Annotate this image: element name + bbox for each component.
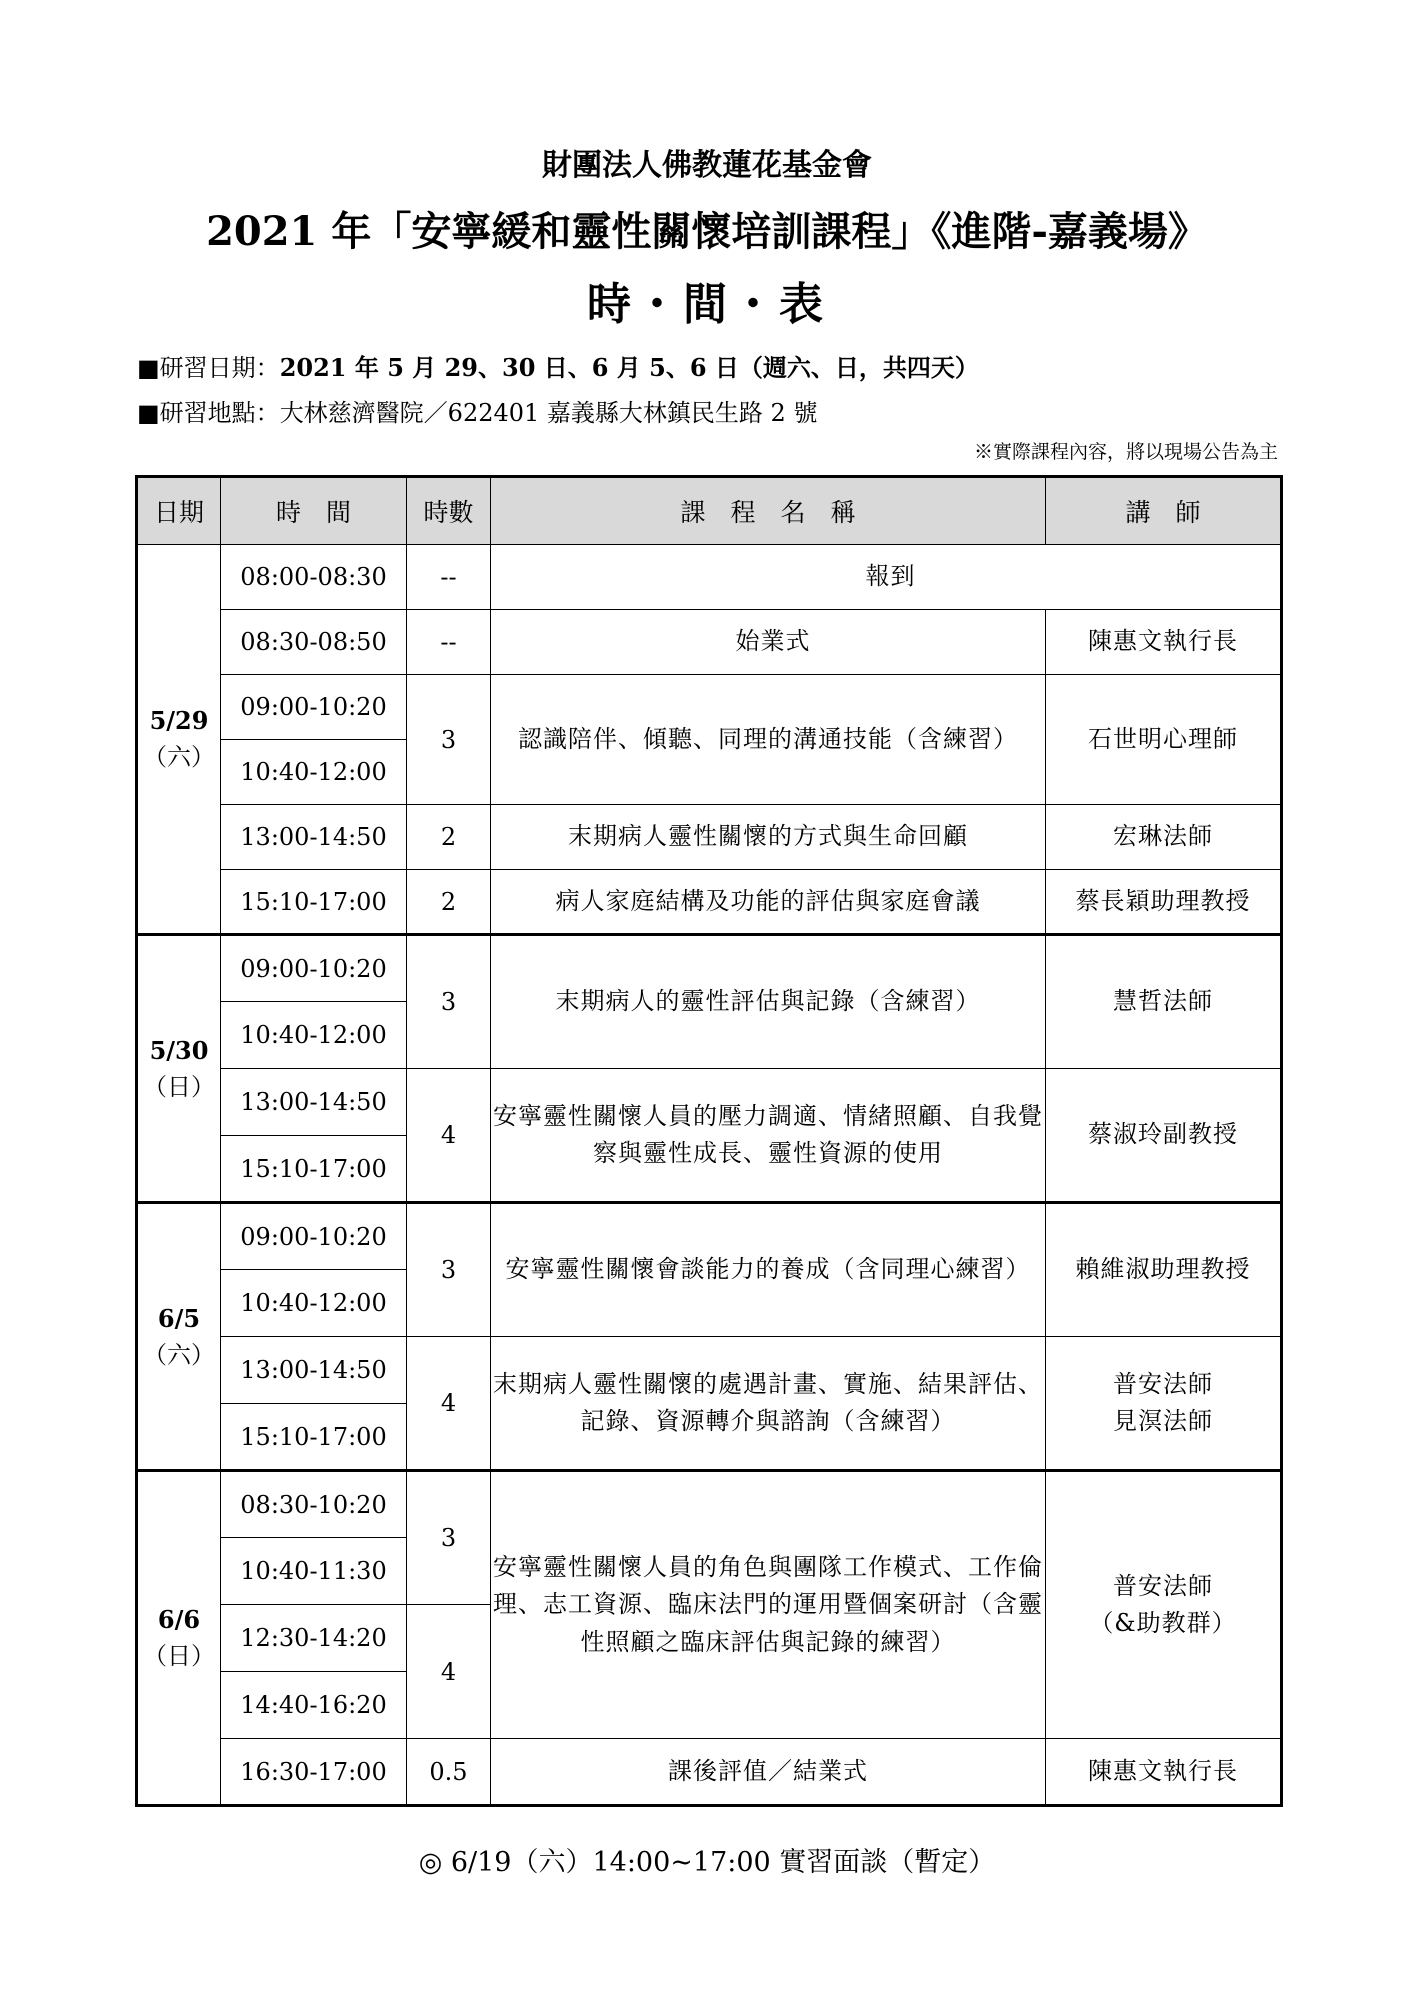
day-weekday: （六）: [143, 1340, 215, 1369]
table-row: [137, 1069, 1282, 1136]
course-cell: 認識陪伴、傾聽、同理的溝通技能（含練習）: [491, 675, 1046, 805]
hours-cell: 3: [407, 935, 491, 1069]
training-dates-value: 2021 年 5 月 29、30 日、6 月 5、6 日（週六、日，共四天）: [279, 353, 979, 382]
table-row: [137, 675, 1282, 740]
time-cell: 10:40-12:00: [221, 740, 407, 805]
time-cell: 16:30-17:00: [221, 1739, 407, 1806]
header-course: 課 程 名 稱: [491, 477, 1046, 545]
teacher-name: （&助教群）: [1089, 1609, 1237, 1637]
organization-name: 財團法人佛教蓮花基金會: [542, 148, 872, 183]
time-cell: 15:10-17:00: [221, 1404, 407, 1471]
teacher-cell: [1046, 1337, 1282, 1471]
schedule-table: [135, 475, 1283, 1807]
hours-cell: 3: [407, 675, 491, 805]
day-date: 5/30: [149, 1035, 209, 1065]
day-weekday: （日）: [143, 1642, 215, 1670]
day-weekday: （六）: [143, 743, 215, 771]
header-time: 時 間: [221, 477, 407, 545]
header-hours: 時數: [407, 477, 491, 545]
day-date: 5/29: [149, 706, 209, 735]
teacher-cell: 蔡長穎助理教授: [1046, 870, 1282, 935]
hours-cell: 2: [407, 870, 491, 935]
teacher-name: 普安法師: [1113, 1369, 1213, 1398]
header-teacher: 講 師: [1046, 477, 1282, 545]
teacher-cell: 石世明心理師: [1046, 675, 1282, 805]
table-row: [137, 1337, 1282, 1404]
course-cell: 課後評值／結業式: [491, 1739, 1046, 1806]
footer-note: ◎ 6/19（六）14:00~17:00 實習面談（暫定）: [418, 1847, 996, 1878]
day-weekday: （日）: [143, 1072, 215, 1101]
teacher-cell: [1046, 1471, 1282, 1739]
hours-cell: 3: [407, 1203, 491, 1337]
training-dates: [137, 348, 979, 383]
course-cell: 安寧靈性關懷會談能力的養成（含同理心練習）: [491, 1203, 1046, 1337]
day-cell: [137, 935, 221, 1203]
course-cell: 報到: [491, 545, 1282, 610]
time-cell: 10:40-12:00: [221, 1002, 407, 1069]
time-cell: 09:00-10:20: [221, 935, 407, 1002]
training-location-label: ■研習地點：: [137, 399, 280, 427]
table-row: [137, 870, 1282, 935]
day-cell: [137, 1471, 221, 1806]
hours-cell: 2: [407, 805, 491, 870]
table-row: [137, 610, 1282, 675]
course-cell: 末期病人靈性關懷的處遇計畫、實施、結果評估、記錄、資源轉介與諮詢（含練習）: [491, 1337, 1046, 1471]
header-date: 日期: [137, 477, 221, 545]
hours-cell: --: [407, 610, 491, 675]
time-cell: 08:30-08:50: [221, 610, 407, 675]
table-row: [137, 1203, 1282, 1270]
hours-cell: 3: [407, 1471, 491, 1605]
course-cell: 始業式: [491, 610, 1046, 675]
course-cell: 安寧靈性關懷人員的角色與團隊工作模式、工作倫理、志工資源、臨床法門的運用暨個案研討（含靈性照顧之臨床評估與記錄的練習）: [491, 1471, 1046, 1739]
teacher-cell: 陳惠文執行長: [1046, 1739, 1282, 1806]
course-cell: 安寧靈性關懷人員的壓力調適、情緒照顧、自我覺察與靈性成長、靈性資源的使用: [491, 1069, 1046, 1203]
teacher-cell: 陳惠文執行長: [1046, 610, 1282, 675]
time-cell: 13:00-14:50: [221, 1069, 407, 1136]
teacher-cell: 賴維淑助理教授: [1046, 1203, 1282, 1337]
table-row: [137, 1471, 1282, 1538]
time-cell: 13:00-14:50: [221, 1337, 407, 1404]
course-cell: 病人家庭結構及功能的評估與家庭會議: [491, 870, 1046, 935]
teacher-name: 普安法師: [1113, 1571, 1213, 1600]
schedule-note: ※實際課程內容，將以現場公告為主: [973, 441, 1278, 463]
hours-cell: 0.5: [407, 1739, 491, 1806]
hours-cell: --: [407, 545, 491, 610]
training-location: [137, 393, 817, 428]
table-row: [137, 805, 1282, 870]
time-cell: 09:00-10:20: [221, 675, 407, 740]
time-cell: 15:10-17:00: [221, 870, 407, 935]
hours-cell: 4: [407, 1337, 491, 1471]
teacher-cell: 蔡淑玲副教授: [1046, 1069, 1282, 1203]
time-cell: 12:30-14:20: [221, 1605, 407, 1672]
time-cell: 10:40-11:30: [221, 1538, 407, 1605]
course-cell: 末期病人的靈性評估與記錄（含練習）: [491, 935, 1046, 1069]
table-row: [137, 935, 1282, 1002]
day-cell: [137, 1203, 221, 1471]
day-cell: [137, 545, 221, 935]
document-subtitle: 時・間・表: [587, 279, 827, 330]
course-cell: 末期病人靈性關懷的方式與生命回顧: [491, 805, 1046, 870]
table-header-row: [137, 477, 1282, 545]
document-title: 2021 年「安寧緩和靈性關懷培訓課程」《進階-嘉義場》: [206, 208, 1208, 255]
day-date: 6/5: [157, 1303, 201, 1333]
day-date: 6/6: [157, 1605, 201, 1634]
teacher-cell: 宏琳法師: [1046, 805, 1282, 870]
table-row: [137, 545, 1282, 610]
time-cell: 09:00-10:20: [221, 1203, 407, 1270]
time-cell: 10:40-12:00: [221, 1270, 407, 1337]
training-dates-label: ■研習日期：: [137, 354, 280, 382]
time-cell: 08:30-10:20: [221, 1471, 407, 1538]
time-cell: 13:00-14:50: [221, 805, 407, 870]
teacher-name: 見溟法師: [1113, 1407, 1213, 1435]
hours-cell: 4: [407, 1069, 491, 1203]
hours-cell: 4: [407, 1605, 491, 1739]
training-location-value: 大林慈濟醫院／622401 嘉義縣大林鎮民生路 2 號: [279, 399, 818, 427]
table-row: [137, 1739, 1282, 1806]
time-cell: 15:10-17:00: [221, 1136, 407, 1203]
teacher-cell: 慧哲法師: [1046, 935, 1282, 1069]
time-cell: 14:40-16:20: [221, 1672, 407, 1739]
time-cell: 08:00-08:30: [221, 545, 407, 610]
